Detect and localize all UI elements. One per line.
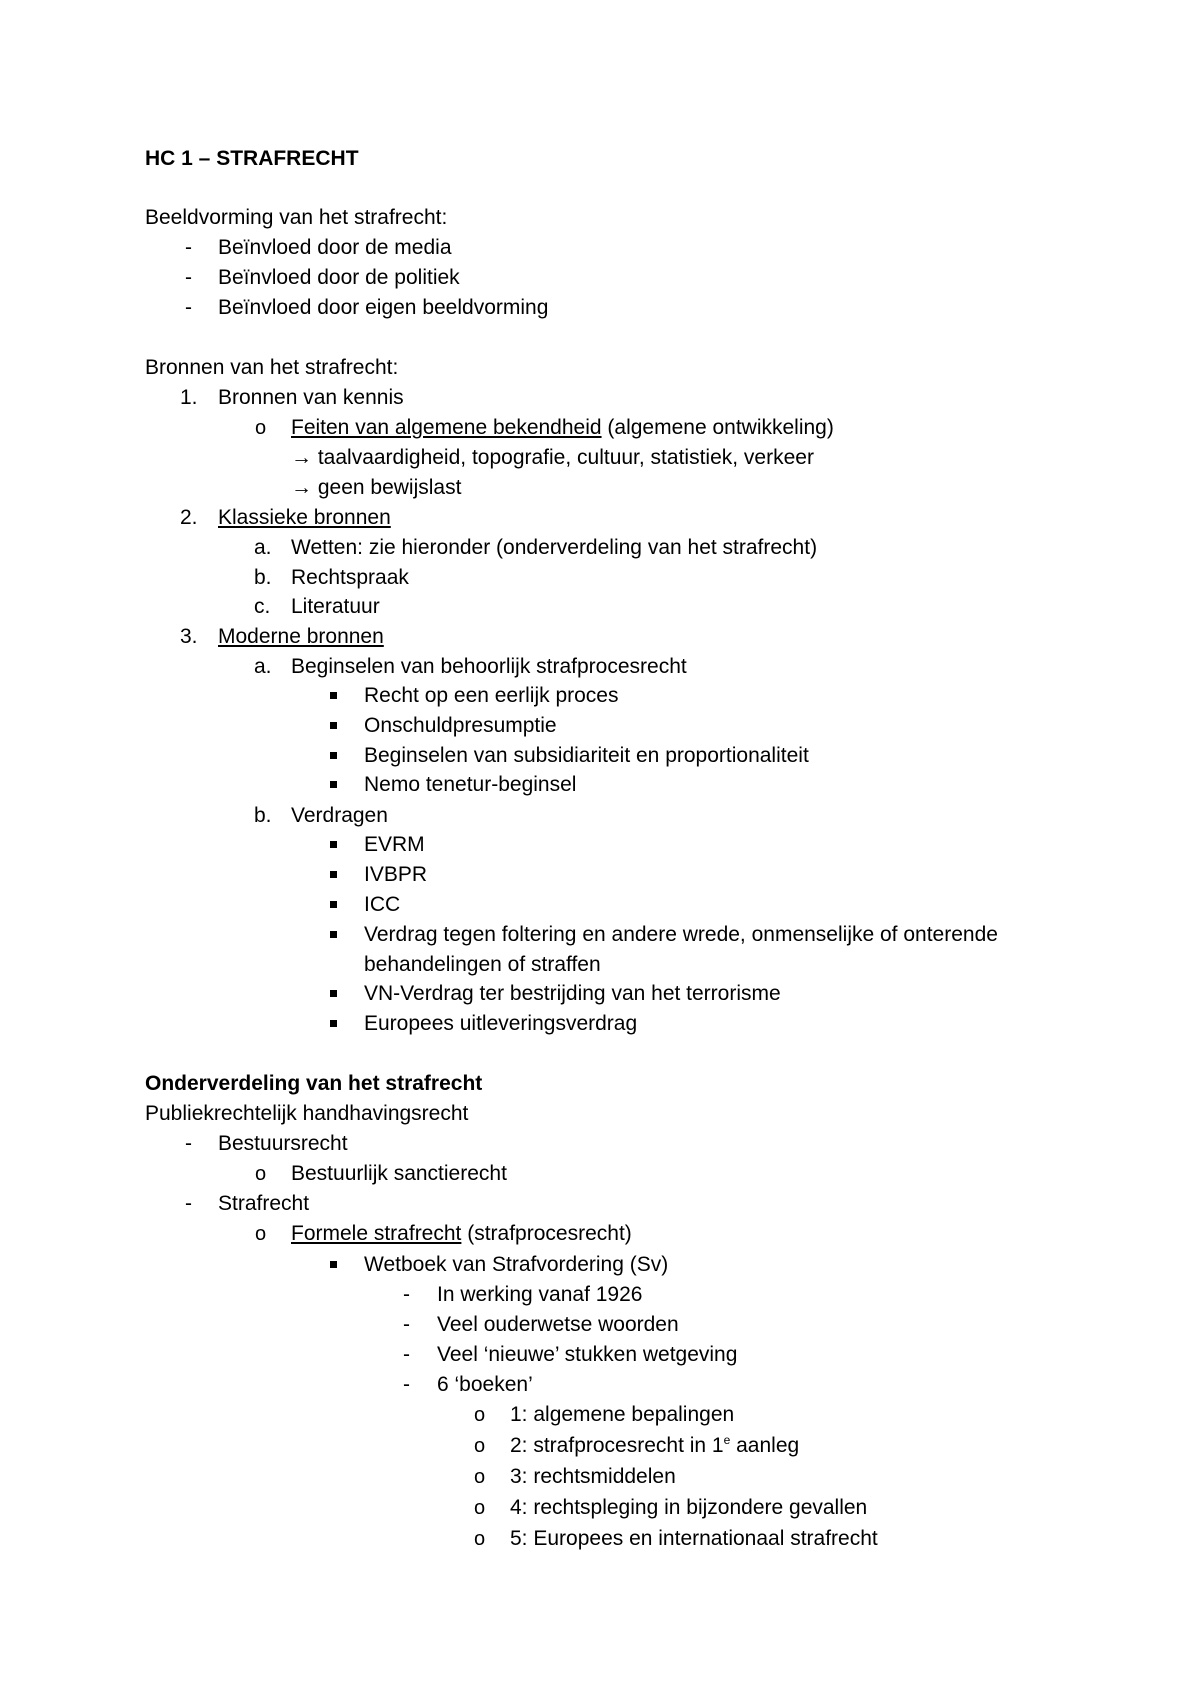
list-item: 6 ‘boeken’ xyxy=(437,1373,533,1396)
list-item: Literatuur xyxy=(291,595,380,618)
list-item: 4: rechtspleging in bijzondere gevallen xyxy=(510,1496,868,1519)
dash-bullet: - xyxy=(403,1343,410,1366)
list-item: Beïnvloed door de politiek xyxy=(218,266,460,289)
dash-bullet: - xyxy=(185,236,192,259)
term-suffix: (algemene ontwikkeling) xyxy=(601,416,834,439)
boek2-suffix: aanleg xyxy=(730,1434,800,1457)
square-bullet xyxy=(330,841,337,848)
square-bullet xyxy=(330,1020,337,1027)
list-item: Strafrecht xyxy=(218,1192,310,1215)
list-item: Wetboek van Strafvordering (Sv) xyxy=(364,1253,669,1276)
list-item: Europees uitleveringsverdrag xyxy=(364,1012,638,1035)
list-item: Veel ‘nieuwe’ stukken wetgeving xyxy=(437,1343,738,1366)
dash-bullet: - xyxy=(185,1132,192,1155)
square-bullet xyxy=(330,901,337,908)
list-number: 3. xyxy=(180,625,198,648)
list-item: Beïnvloed door eigen beeldvorming xyxy=(218,296,549,319)
list-item: Beginselen van behoorlijk strafprocesrecht xyxy=(291,655,687,678)
list-item: Bestuurlijk sanctierecht xyxy=(291,1162,507,1185)
bronnen-heading: Bronnen van het strafrecht: xyxy=(145,356,399,379)
term-suffix: (strafprocesrecht) xyxy=(461,1222,632,1245)
dash-bullet: - xyxy=(185,266,192,289)
list-item: IVBPR xyxy=(364,863,428,886)
circle-bullet: o xyxy=(255,417,267,439)
list-item: 5: Europees en internationaal strafrecht xyxy=(510,1527,878,1550)
list-item: Verdragen xyxy=(291,804,388,827)
list-item: 3: rechtsmiddelen xyxy=(510,1465,676,1488)
list-item: Rechtspraak xyxy=(291,566,409,589)
beeldvorming-heading: Beeldvorming van het strafrecht: xyxy=(145,206,448,229)
list-item: Beginselen van subsidiariteit en proportionaliteit xyxy=(364,744,809,767)
list-item: VN-Verdrag ter bestrijding van het terrorisme xyxy=(364,982,781,1005)
square-bullet xyxy=(330,871,337,878)
dash-bullet: - xyxy=(185,1192,192,1215)
list-item: Recht op een eerlijk proces xyxy=(364,684,619,707)
square-bullet xyxy=(330,931,337,938)
list-letter: b. xyxy=(254,566,272,589)
list-item: Bronnen van kennis xyxy=(218,386,404,409)
list-item: EVRM xyxy=(364,833,425,856)
list-letter: a. xyxy=(254,655,272,678)
list-number: 2. xyxy=(180,506,198,529)
arrow-note: → taalvaardigheid, topografie, cultuur, statistiek, verkeer xyxy=(291,446,814,469)
circle-bullet: o xyxy=(474,1404,486,1426)
underlined-term: Formele strafrecht xyxy=(291,1222,462,1245)
superscript: e xyxy=(723,1433,731,1447)
list-item: Bestuursrecht xyxy=(218,1132,348,1155)
square-bullet xyxy=(330,722,337,729)
square-bullet xyxy=(330,752,337,759)
dash-bullet: - xyxy=(403,1283,410,1306)
list-item: Veel ouderwetse woorden xyxy=(437,1313,679,1336)
list-item: Klassieke bronnen xyxy=(218,506,391,529)
list-item xyxy=(291,414,834,442)
list-item: Verdrag tegen foltering en andere wrede, onmenselijke of onterende xyxy=(364,923,998,946)
list-item: Wetten: zie hieronder (onderverdeling van het strafrecht) xyxy=(291,536,818,559)
dash-bullet: - xyxy=(185,296,192,319)
dash-bullet: - xyxy=(403,1313,410,1336)
list-letter: a. xyxy=(254,536,272,559)
list-letter: b. xyxy=(254,804,272,827)
section-subheading: Publiekrechtelijk handhavingsrecht xyxy=(145,1102,469,1125)
list-item: Onschuldpresumptie xyxy=(364,714,557,737)
list-letter: c. xyxy=(254,595,271,618)
circle-bullet: o xyxy=(474,1466,486,1488)
page-title: HC 1 – STRAFRECHT xyxy=(145,147,359,170)
list-item: ICC xyxy=(364,893,401,916)
arrow-note: → geen bewijslast xyxy=(291,476,462,499)
list-number: 1. xyxy=(180,386,198,409)
square-bullet xyxy=(330,990,337,997)
square-bullet xyxy=(330,1261,337,1268)
list-item: Beïnvloed door de media xyxy=(218,236,452,259)
list-item: Moderne bronnen xyxy=(218,625,384,648)
circle-bullet: o xyxy=(474,1528,486,1550)
circle-bullet: o xyxy=(474,1435,486,1457)
dash-bullet: - xyxy=(403,1373,410,1396)
list-item: Nemo tenetur-beginsel xyxy=(364,773,577,796)
underlined-term: Feiten van algemene bekendheid xyxy=(291,416,602,439)
list-item-continuation: behandelingen of straffen xyxy=(364,953,601,976)
list-item: In werking vanaf 1926 xyxy=(437,1283,643,1306)
section-heading: Onderverdeling van het strafrecht xyxy=(145,1072,483,1095)
circle-bullet: o xyxy=(255,1163,267,1185)
circle-bullet: o xyxy=(474,1497,486,1519)
boek2-text: 2: strafprocesrecht in 1 xyxy=(510,1434,724,1457)
square-bullet xyxy=(330,781,337,788)
square-bullet xyxy=(330,692,337,699)
list-item xyxy=(291,1220,632,1248)
list-item: 1: algemene bepalingen xyxy=(510,1403,735,1426)
circle-bullet: o xyxy=(255,1223,267,1245)
list-item xyxy=(510,1432,799,1460)
